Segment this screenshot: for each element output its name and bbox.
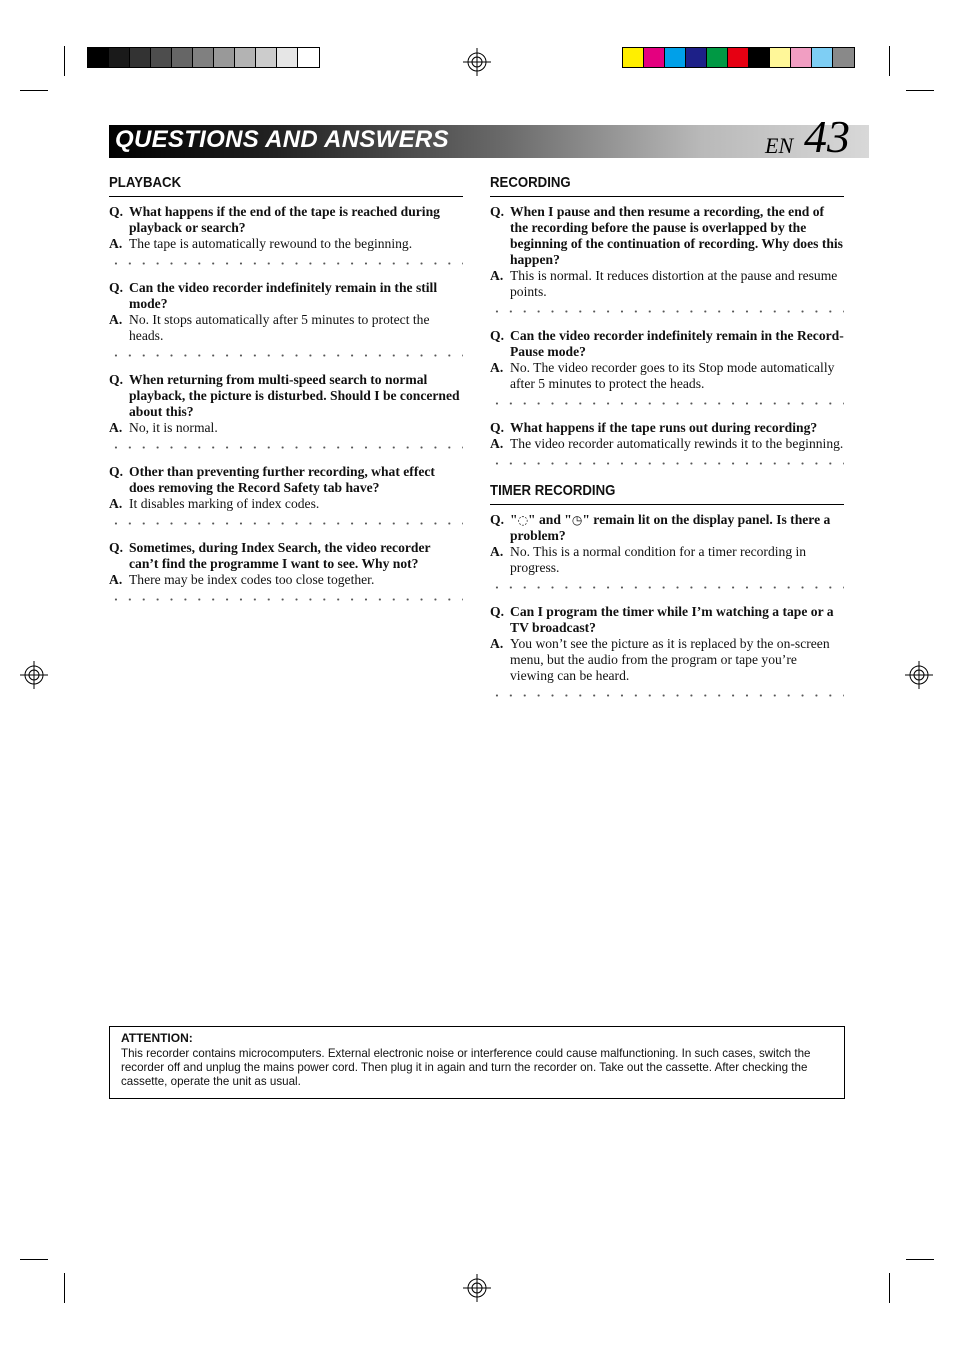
qa-item <box>109 204 463 252</box>
qa-item <box>490 420 844 452</box>
color-swatch <box>707 48 728 67</box>
dotted-separator <box>109 521 463 526</box>
question-text-prefix: " <box>510 512 518 527</box>
question-text-middle: " and " <box>528 512 572 527</box>
color-swatch <box>623 48 644 67</box>
question-text: When I pause and then resume a recording, the end of the recording before the pause is overlapped by the beginning of the continuation of recording. Why does this happen? <box>510 204 843 267</box>
qa-item <box>109 540 463 588</box>
dotted-separator <box>490 309 844 314</box>
color-swatch <box>277 48 298 67</box>
color-swatch <box>214 48 235 67</box>
crop-mark <box>20 1259 48 1260</box>
section-divider <box>490 504 844 505</box>
section-divider <box>490 196 844 197</box>
answer-label: A. <box>490 636 504 651</box>
qa-item <box>490 204 844 300</box>
question-label: Q. <box>109 204 123 219</box>
crop-mark <box>64 46 65 76</box>
answer-text: There may be index codes too close together. <box>129 572 375 587</box>
color-swatch <box>644 48 665 67</box>
question-text: Can the video recorder indefinitely remain in the Record-Pause mode? <box>510 328 844 359</box>
answer-label: A. <box>490 360 504 375</box>
dotted-separator <box>490 401 844 406</box>
recording-section <box>490 172 844 466</box>
color-swatch <box>151 48 172 67</box>
answer-text: No. This is a normal condition for a timer recording in progress. <box>510 544 807 575</box>
crop-mark <box>889 46 890 76</box>
left-column <box>109 172 463 616</box>
answer-text: No. The video recorder goes to its Stop mode automatically after 5 minutes to protect the heads. <box>510 360 835 391</box>
timer-recording-section <box>490 480 844 698</box>
qa-item <box>109 280 463 344</box>
question-label: Q. <box>490 604 504 619</box>
crop-mark <box>889 1273 890 1303</box>
color-swatch <box>749 48 770 67</box>
crop-mark <box>20 90 48 91</box>
question-label: Q. <box>490 420 504 435</box>
color-swatch <box>728 48 749 67</box>
question-label: Q. <box>109 280 123 295</box>
process-color-bar <box>622 47 855 68</box>
language-label: EN <box>765 133 794 158</box>
answer-text: It disables marking of index codes. <box>129 496 320 511</box>
answer-text: This is normal. It reduces distortion at the pause and resume points. <box>510 268 838 299</box>
color-swatch <box>130 48 151 67</box>
color-swatch <box>109 48 130 67</box>
attention-box <box>109 1026 845 1099</box>
answer-text: The video recorder automatically rewinds it to the beginning. <box>510 436 844 451</box>
qa-item <box>490 512 844 576</box>
answer-label: A. <box>490 436 504 451</box>
question-text: What happens if the tape runs out during recording? <box>510 420 818 435</box>
color-swatch <box>298 48 319 67</box>
question-text: What happens if the end of the tape is reached during playback or search? <box>129 204 440 235</box>
question-text: Can I program the timer while I’m watching a tape or a TV broadcast? <box>510 604 834 635</box>
qa-item <box>109 372 463 436</box>
color-swatch <box>686 48 707 67</box>
registration-mark-icon <box>463 1274 491 1302</box>
color-swatch <box>665 48 686 67</box>
attention-body: This recorder contains microcomputers. External electronic noise or interference could cause malfunctioning. In such cases, switch the recorder off and unplug the mains power cord. Then plug it in again and turn the recorder on. Take out the cassette. After checking the cassette, operate the unit as usual. <box>121 1047 811 1088</box>
answer-text: The tape is automatically rewound to the beginning. <box>129 236 413 251</box>
color-swatch <box>256 48 277 67</box>
registration-mark-icon <box>463 48 491 76</box>
color-swatch <box>791 48 812 67</box>
question-text: When returning from multi-speed search to normal playback, the picture is disturbed. Should I be concerned about this? <box>129 372 460 419</box>
timer-standby-icon: ◌ <box>517 513 529 527</box>
question-label: Q. <box>490 328 504 343</box>
question-label: Q. <box>109 540 123 555</box>
answer-label: A. <box>109 496 123 511</box>
clock-icon: ◷ <box>571 513 583 527</box>
crop-mark <box>906 90 934 91</box>
registration-mark-icon <box>20 661 48 689</box>
answer-text: No, it is normal. <box>129 420 218 435</box>
color-swatch <box>812 48 833 67</box>
question-text: Sometimes, during Index Search, the video recorder can’t find the programme I want to see. Why not? <box>129 540 431 571</box>
color-swatch <box>770 48 791 67</box>
question-label: Q. <box>109 464 123 479</box>
dotted-separator <box>490 461 844 466</box>
section-heading: PLAYBACK <box>109 174 182 191</box>
color-swatch <box>833 48 854 67</box>
question-text-suffix: " remain lit on the display panel. Is there a problem? <box>510 512 831 543</box>
title-bar <box>109 125 869 158</box>
page-number: 43 <box>804 111 850 162</box>
question-label: Q. <box>109 372 123 387</box>
dotted-separator <box>109 261 463 266</box>
answer-label: A. <box>109 312 123 327</box>
answer-label: A. <box>109 236 123 251</box>
dotted-separator <box>109 445 463 450</box>
dotted-separator <box>490 693 844 698</box>
answer-label: A. <box>109 420 123 435</box>
dotted-separator <box>490 585 844 590</box>
section-heading: TIMER RECORDING <box>490 482 616 499</box>
answer-label: A. <box>490 268 504 283</box>
question-text: Can the video recorder indefinitely remain in the still mode? <box>129 280 438 311</box>
right-column <box>490 172 844 712</box>
qa-item <box>490 604 844 684</box>
question-label: Q. <box>490 204 504 219</box>
crop-mark <box>906 1259 934 1260</box>
dotted-separator <box>109 597 463 602</box>
color-swatch <box>172 48 193 67</box>
section-divider <box>109 196 463 197</box>
attention-title: ATTENTION: <box>121 1031 193 1045</box>
qa-item <box>490 328 844 392</box>
answer-label: A. <box>490 544 504 559</box>
registration-mark-icon <box>905 661 933 689</box>
playback-section <box>109 172 463 602</box>
question-text: Other than preventing further recording, what effect does removing the Record Safety tab have? <box>129 464 435 495</box>
dotted-separator <box>109 353 463 358</box>
color-swatch <box>235 48 256 67</box>
crop-mark <box>64 1273 65 1303</box>
qa-item <box>109 464 463 512</box>
page-title: QUESTIONS AND ANSWERS <box>115 126 449 153</box>
grayscale-color-bar <box>87 47 320 68</box>
answer-text: You won’t see the picture as it is replaced by the on-screen menu, but the audio from the program or tape you’re viewing can be heard. <box>510 636 830 683</box>
answer-label: A. <box>109 572 123 587</box>
color-swatch <box>88 48 109 67</box>
question-label: Q. <box>490 512 504 527</box>
answer-text: No. It stops automatically after 5 minutes to protect the heads. <box>129 312 430 343</box>
section-heading: RECORDING <box>490 174 571 191</box>
color-swatch <box>193 48 214 67</box>
